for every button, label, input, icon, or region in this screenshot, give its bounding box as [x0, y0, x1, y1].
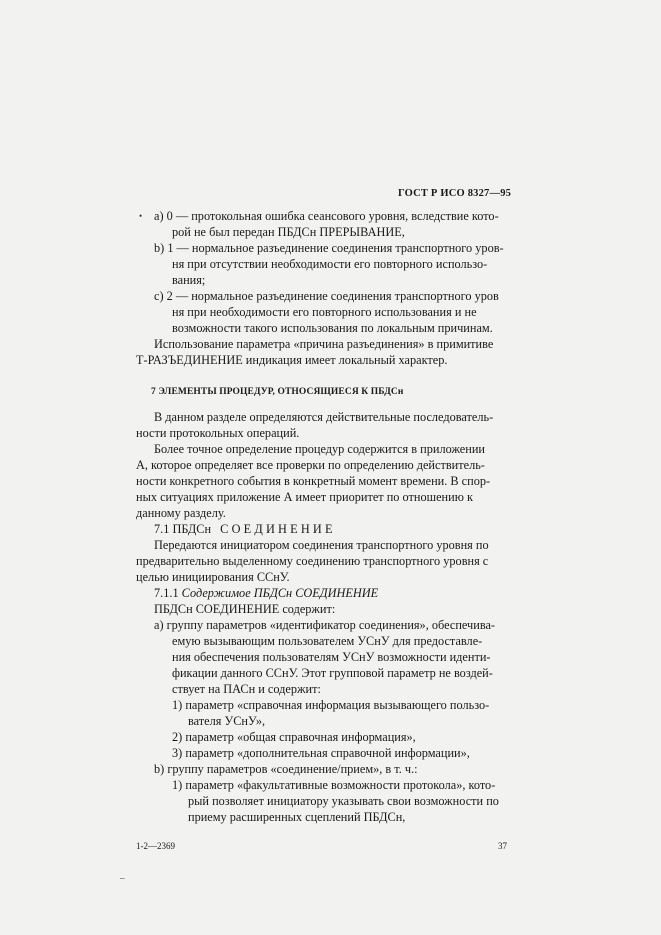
list-item: а) группу параметров «идентификатор соединения», обеспечива- [154, 618, 496, 632]
list-subitem: приему расширенных сцеплений ПБДСн, [188, 810, 406, 824]
list-item: фикации данного ССнУ. Этот групповой параметр не воздей- [172, 666, 493, 680]
list-item: ня при необходимости его повторного использования и не [172, 305, 477, 319]
paragraph-line: ПБДСн СОЕДИНЕНИЕ содержит: [154, 602, 336, 616]
standard-code: ГОСТ Р ИСО 8327—95 [398, 188, 512, 199]
list-item: ня при отсутствии необходимости его повторного использо- [172, 257, 488, 271]
subsubsection-heading [154, 585, 378, 601]
page-number: 37 [498, 841, 507, 851]
paragraph-line: Т-РАЗЪЕДИНЕНИЕ индикация имеет локальный характер. [136, 353, 448, 367]
list-item: ния обеспечения пользователям УСнУ возможности иденти- [172, 650, 491, 664]
list-item: ствует на ПАСн и содержит: [172, 682, 321, 696]
list-item: а) 0 — протокольная ошибка сеансового уровня, вследствие кото- [154, 209, 499, 223]
print-code: 1-2—2369 [136, 841, 175, 851]
list-item: с) 2 — нормальное разъединение соединения транспортного уров [154, 289, 499, 303]
paragraph-line: В данном разделе определяются действительные последователь- [154, 410, 494, 424]
list-subitem: рый позволяет инициатору указывать свои возможности по [188, 794, 499, 808]
subsection-heading [154, 521, 336, 537]
list-subitem: 1) параметр «справочная информация вызывающего пользо- [172, 698, 490, 712]
paragraph-line: ности конкретного события в конкретный момент времени. В спор- [136, 474, 491, 488]
paragraph-line: Использование параметра «причина разъединения» в примитиве [154, 337, 494, 351]
list-subitem: 2) параметр «общая справочная информация», [172, 730, 416, 744]
subsubsection-title: Содержимое ПБДСн СОЕДИНЕНИЕ [181, 586, 379, 600]
list-subitem: 3) параметр «дополнительная справочной информации», [172, 746, 470, 760]
margin-dot: • [139, 211, 143, 221]
list-subitem: вателя УСнУ», [188, 714, 266, 728]
paragraph-line: А, которое определяет все проверки по определению действитель- [136, 458, 485, 472]
section-heading: 7 ЭЛЕМЕНТЫ ПРОЦЕДУР, ОТНОСЯЩИЕСЯ К ПБДСн [151, 387, 404, 397]
subsubsection-number: 7.1.1 [154, 586, 179, 600]
list-item: рой не был передан ПБДСн ПРЕРЫВАНИЕ, [172, 225, 405, 239]
margin-dash: – [120, 873, 125, 883]
paragraph-line: предварительно выделенному соединению транспортного уровня с [136, 554, 489, 568]
list-item: возможности такого использования по локальным причинам. [172, 321, 493, 335]
list-item: емую вызывающим пользователем УСнУ для предоставле- [172, 634, 483, 648]
paragraph-line: целью инициирования ССнУ. [136, 570, 290, 584]
list-subitem: 1) параметр «факультативные возможности протокола», кото- [172, 778, 496, 792]
paragraph-line: ности протокольных операций. [136, 426, 300, 440]
subsection-title: СОЕДИНЕНИЕ [220, 522, 336, 536]
list-item: b) группу параметров «соединение/прием», в т. ч.: [154, 762, 418, 776]
list-item: b) 1 — нормальное разъединение соединения транспортного уров- [154, 241, 504, 255]
paragraph-line: Передаются инициатором соединения транспортного уровня по [154, 538, 489, 552]
list-item: вания; [172, 273, 206, 287]
paragraph-line: Более точное определение процедур содержится в приложении [154, 442, 485, 456]
subsection-number: 7.1 ПБДСн [154, 522, 212, 536]
paragraph-line: данному разделу. [136, 506, 226, 520]
paragraph-line: ных ситуациях приложение А имеет приоритет по отношению к [136, 490, 473, 504]
